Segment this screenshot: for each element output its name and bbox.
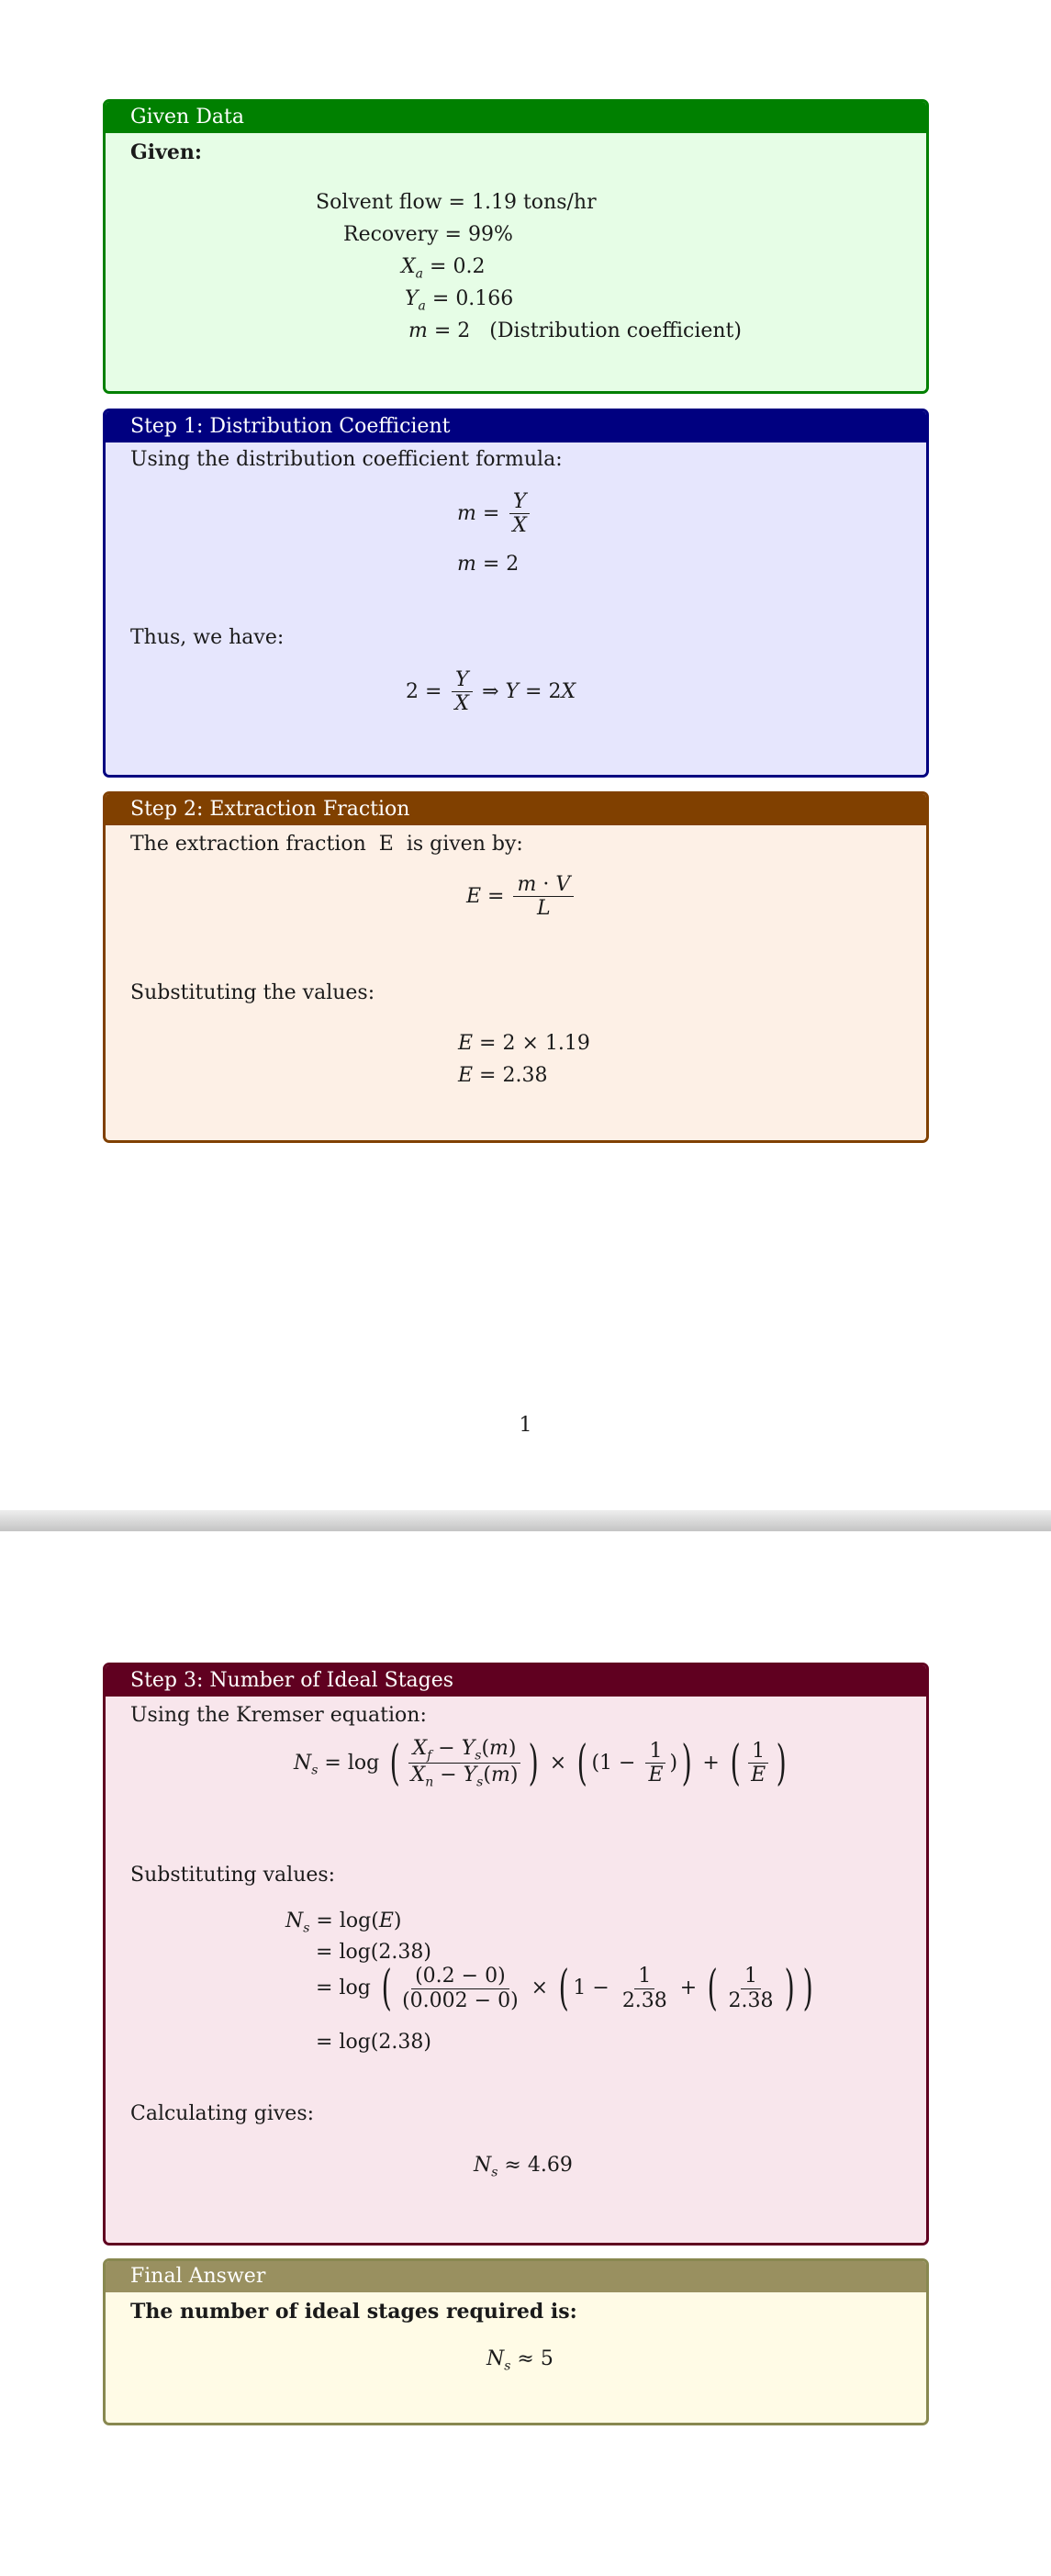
ns-substituted-expression: = log ( $\frac{(0.2 - 0)}{(0.002 - 0)}$ × ( 1 − $\frac{1}{2.38}$ + ( $\frac{1}{2.38}$ ) ) <box>316 1961 813 2016</box>
step2-intro: The extraction fraction E is given by: <box>130 833 523 856</box>
final-statement: The number of ideal stages required is: <box>130 2300 577 2324</box>
e-mult-line: E = 2 × 1.19 <box>458 1032 590 1055</box>
ya-equation: $Y_a = 0.166$ <box>405 287 514 314</box>
xa-equation: $X_a = 0.2$ <box>401 255 486 282</box>
e-value-line: E = 2.38 <box>458 1064 548 1087</box>
solvent-flow-value: 1.19 tons/hr <box>471 191 597 214</box>
step3-substituting: Substituting values: <box>130 1864 336 1887</box>
m-note: (Distribution coefficient) <box>489 319 742 342</box>
recovery-equation: Recovery = 99% <box>343 223 513 246</box>
step3-intro: Using the Kremser equation: <box>130 1704 427 1727</box>
kremser-equation: $N_s = \log$ ( $\frac{X_f - Y_s(m)}{X_n - Y_s(m)}$ ) × ( (1 − $\frac{1}{E}$ )) + ( $\frac{1}{E}$ ) <box>294 1735 787 1791</box>
step3-title: Step 3: Number of Ideal Stages <box>106 1665 926 1697</box>
given-data-title: Given Data <box>106 102 926 133</box>
ns-log-value-2: = log(2.38) <box>316 2031 431 2054</box>
step1-title: Step 1: Distribution Coefficient <box>106 411 926 442</box>
step2-box <box>103 791 929 1143</box>
y-equals-2x: 2 = $\frac{Y}{X}$ ⇒ Y = 2X <box>406 668 576 716</box>
step2-title: Step 2: Extraction Fraction <box>106 794 926 825</box>
recovery-value: 99% <box>467 223 513 246</box>
page-separator <box>0 1510 1051 1531</box>
final-answer-title: Final Answer <box>106 2261 926 2292</box>
page-number: 1 <box>519 1414 532 1437</box>
final-ns-value: $N_s \approx 5$ <box>486 2347 553 2374</box>
step1-thus: Thus, we have: <box>130 626 285 649</box>
m-value-line: m = 2 <box>457 553 520 576</box>
m-equation: m = 2 (Distribution coefficient) <box>408 319 742 342</box>
step3-calculating: Calculating gives: <box>130 2102 315 2125</box>
ns-log-e: $N_s = \log(E)$ <box>285 1910 402 1936</box>
step2-substituting: Substituting the values: <box>130 981 375 1004</box>
page-2 <box>0 1531 1051 2576</box>
solvent-flow-equation: Solvent flow = 1.19 tons/hr <box>316 191 597 214</box>
step1-box <box>103 409 929 778</box>
ns-approx-line: $N_s \approx 4.69$ <box>474 2154 573 2180</box>
final-answer-box <box>103 2258 929 2425</box>
step3-box <box>103 1663 929 2246</box>
e-formula: E = $\frac{m \cdot V}{L}$ <box>466 873 576 921</box>
given-data-box <box>103 99 929 394</box>
m-formula: m = $\frac{Y}{X}$ <box>457 490 533 538</box>
given-heading: Given: <box>130 140 203 164</box>
step1-intro: Using the distribution coefficient formula: <box>130 448 563 471</box>
ns-log-value-1: = log(2.38) <box>316 1941 431 1964</box>
